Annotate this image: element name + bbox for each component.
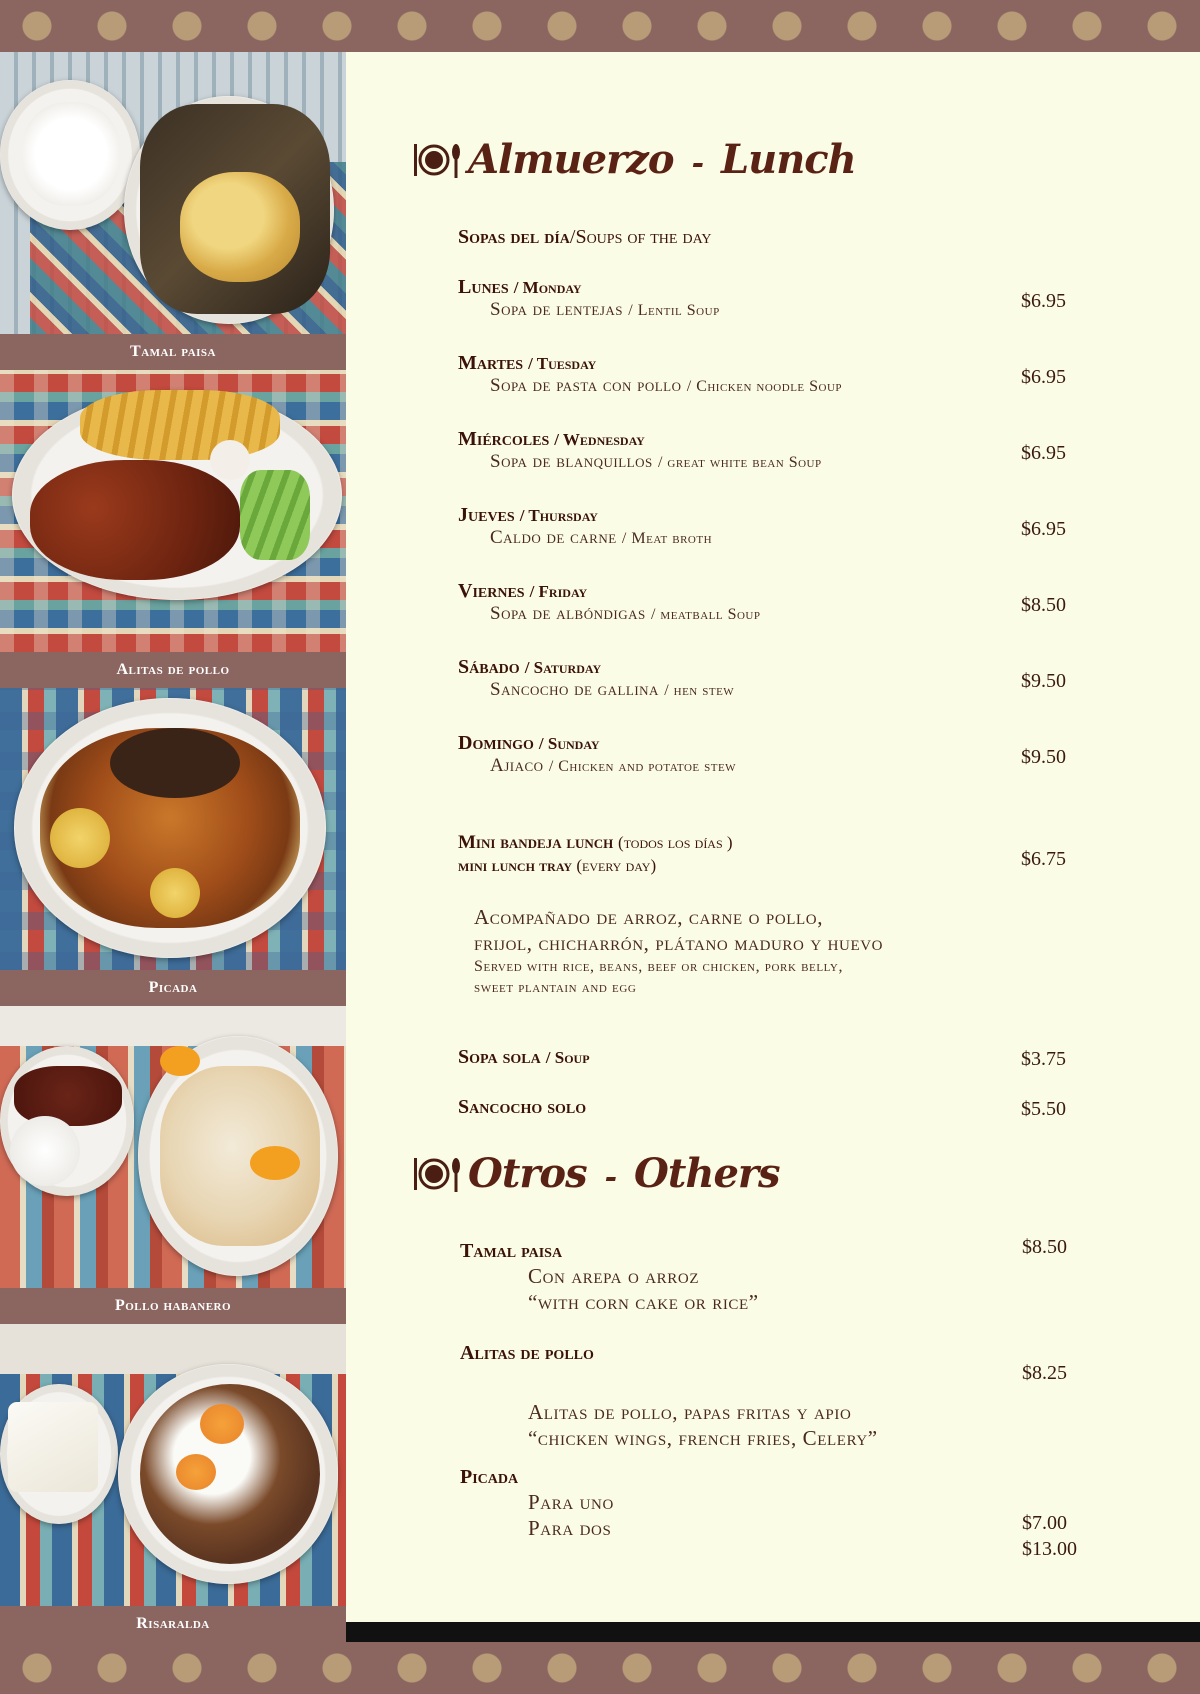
soup-name-en: / Chicken noodle Soup [686, 378, 843, 395]
sancocho-solo-item [458, 1096, 586, 1119]
day-name: Martes [458, 352, 524, 374]
desc-line: Acompañado de arroz, carne o pollo, [474, 905, 824, 929]
day-name: Domingo [458, 732, 534, 754]
soup-name: Sopa de albóndigas [490, 603, 646, 624]
day-name: Miércoles [458, 428, 550, 450]
plate-cutlery-icon [412, 1152, 468, 1196]
day-name-en: / Friday [529, 582, 588, 601]
soup-name: Caldo de carne [490, 527, 617, 548]
picada-item [460, 1466, 614, 1541]
section-heading-others: Otros - Others [412, 1150, 780, 1197]
soup-name-en: / Meat broth [621, 530, 713, 547]
desc-line: “chicken wings, french fries, Celery” [528, 1426, 878, 1450]
item-name: Tamal paisa [460, 1240, 563, 1262]
list-item [458, 580, 760, 625]
photo-picada [0, 688, 346, 1006]
photo-caption: Risaralda [0, 1606, 346, 1642]
soup-name-en: / hen stew [664, 682, 735, 699]
photo-image [0, 688, 346, 970]
heading-english: Lunch [721, 136, 856, 183]
price: $9.50 [1021, 670, 1066, 692]
desc-line: frijol, chicharrón, plátano maduro y huevo [474, 931, 884, 955]
price: $7.00 [1022, 1512, 1067, 1534]
plate-cutlery-icon [412, 138, 468, 182]
tamal-paisa-item [460, 1240, 759, 1315]
soup-name-en: / great white bean Soup [657, 454, 822, 471]
menu-panel [346, 52, 1200, 1622]
day-name-en: / Sunday [538, 734, 600, 753]
photo-caption: Picada [0, 970, 346, 1006]
item-name: Picada [460, 1466, 519, 1488]
day-name: Sábado [458, 656, 520, 678]
price: $6.95 [1021, 366, 1066, 388]
day-name: Viernes [458, 580, 525, 602]
soups-heading-es: Sopas del día [458, 226, 570, 248]
soup-name: Sopa de lentejas [490, 299, 624, 320]
alitas-de-pollo-item [460, 1342, 878, 1451]
desc-line: “with corn cake or rice” [528, 1290, 759, 1314]
list-item [458, 276, 720, 321]
price: $6.95 [1021, 290, 1066, 312]
price: $9.50 [1021, 746, 1066, 768]
mini-name-note: (todos los días ) [618, 833, 733, 852]
day-name-en: / Saturday [524, 658, 602, 677]
day-name: Jueves [458, 504, 515, 526]
mini-name: Mini bandeja lunch [458, 832, 614, 853]
photo-image [0, 1324, 346, 1606]
item-name: Sancocho solo [458, 1096, 587, 1118]
soups-heading-en: /Soups of the day [569, 226, 712, 248]
photo-alitas-de-pollo [0, 370, 346, 688]
soups-heading [458, 226, 712, 249]
heading-english: Others [634, 1150, 780, 1197]
panel-bottom-rule [346, 1622, 1200, 1642]
photo-risaralda [0, 1324, 346, 1642]
desc-line: Served with rice, beans, beef or chicken, pork belly, [474, 958, 844, 975]
price: $8.25 [1022, 1362, 1067, 1384]
mini-name-en-note: (every day) [576, 856, 657, 875]
desc-line: Con arepa o arroz [528, 1264, 700, 1288]
day-name-en: / Monday [513, 278, 582, 297]
soup-name-en: / Lentil Soup [628, 302, 720, 319]
price: $6.75 [1021, 848, 1066, 870]
price: $5.50 [1021, 1098, 1066, 1120]
day-name-en: / Thursday [519, 506, 598, 525]
item-name-en: / Soup [545, 1048, 590, 1067]
mini-bandeja-item [458, 832, 733, 876]
soup-name: Ajiaco [490, 755, 544, 776]
day-name-en: / Wednesday [554, 430, 645, 449]
list-item [458, 732, 736, 777]
list-item [458, 428, 822, 473]
photo-caption: Tamal paisa [0, 334, 346, 370]
photo-image [0, 52, 346, 334]
photo-caption: Alitas de pollo [0, 652, 346, 688]
soup-name: Sopa de pasta con pollo [490, 375, 682, 396]
list-item [458, 352, 842, 397]
mini-bandeja-description [474, 904, 883, 998]
item-name: Alitas de pollo [460, 1342, 594, 1364]
photo-caption: Pollo habanero [0, 1288, 346, 1324]
soup-name-en: / meatball Soup [650, 606, 761, 623]
list-item [458, 656, 734, 701]
price: $3.75 [1021, 1048, 1066, 1070]
photo-pollo-habanero [0, 1006, 346, 1324]
soup-name-en: / Chicken and potatoe stew [548, 758, 737, 775]
desc-line: Para uno [528, 1490, 614, 1514]
desc-line: sweet plantain and egg [474, 979, 637, 996]
item-name: Sopa sola [458, 1046, 541, 1068]
price: $6.95 [1021, 518, 1066, 540]
desc-line: Para dos [528, 1516, 612, 1540]
mini-name-en: mini lunch tray [458, 856, 573, 875]
soup-name: Sopa de blanquillos [490, 451, 653, 472]
top-decorative-border [0, 0, 1200, 52]
price: $13.00 [1022, 1538, 1077, 1560]
list-item [458, 504, 712, 549]
price: $8.50 [1021, 594, 1066, 616]
photo-image [0, 370, 346, 652]
sopa-sola-item [458, 1046, 590, 1069]
day-name: Lunes [458, 276, 509, 298]
price: $8.50 [1022, 1236, 1067, 1258]
photo-tamal-paisa [0, 52, 346, 370]
desc-line: Alitas de pollo, papas fritas y apio [528, 1400, 852, 1424]
bottom-decorative-border [0, 1642, 1200, 1694]
heading-spanish: Almuerzo [468, 136, 674, 183]
day-name-en: / Tuesday [528, 354, 597, 373]
soup-name: Sancocho de gallina [490, 679, 659, 700]
photo-image [0, 1006, 346, 1288]
heading-spanish: Otros [468, 1150, 587, 1197]
section-heading-lunch: Almuerzo - Lunch [412, 136, 856, 183]
photo-column [0, 52, 346, 1642]
price: $6.95 [1021, 442, 1066, 464]
